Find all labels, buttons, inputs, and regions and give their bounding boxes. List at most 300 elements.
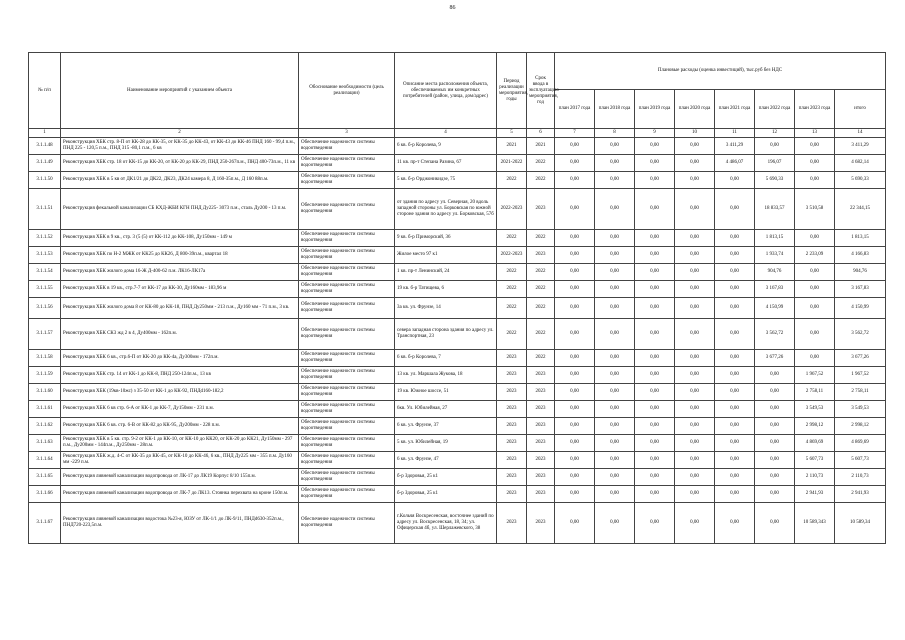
cost-value: 4 869,69 <box>795 435 835 452</box>
cost-value: 3 167,83 <box>755 281 795 298</box>
row-number: 3.1.1.63 <box>29 435 61 452</box>
measure-commission-year: 2023 <box>527 189 555 230</box>
cost-value: 0,00 <box>675 384 715 401</box>
index-cell: 13 <box>795 129 835 138</box>
cost-total: 1 813,15 <box>835 230 886 247</box>
measure-commission-year: 2022 <box>527 350 555 367</box>
measure-reason: Обеспечение надежности системы водоотведения <box>299 401 395 418</box>
cost-value: 0,00 <box>595 384 635 401</box>
cost-value: 0,00 <box>635 189 675 230</box>
measure-commission-year: 2023 <box>527 452 555 469</box>
measure-location: 19 кв. б-р Татищева, 6 <box>395 281 497 298</box>
row-number: 3.1.1.51 <box>29 189 61 230</box>
cost-value: 0,00 <box>675 189 715 230</box>
table-row <box>29 319 886 350</box>
cost-value: 0,00 <box>715 264 755 281</box>
measure-period: 2022-2023 <box>497 247 527 264</box>
cost-value: 0,00 <box>595 319 635 350</box>
cost-value: 0,00 <box>595 350 635 367</box>
cost-value: 0,00 <box>675 486 715 503</box>
cost-value: 0,00 <box>675 138 715 155</box>
measure-commission-year: 2023 <box>527 435 555 452</box>
cost-total: 3 677,26 <box>835 350 886 367</box>
table-row <box>29 418 886 435</box>
measure-reason: Обеспечение надежности системы водоотведения <box>299 469 395 486</box>
measure-reason: Обеспечение надежности системы водоотведения <box>299 189 395 230</box>
cost-total: 10 589,34 <box>835 503 886 544</box>
measure-commission-year: 2023 <box>527 486 555 503</box>
index-cell: 12 <box>755 129 795 138</box>
measure-period: 2022 <box>497 281 527 298</box>
cost-value: 0,00 <box>715 298 755 319</box>
measure-reason: Обеспечение надежности системы водоотведения <box>299 155 395 172</box>
measure-name: Реконструкция ХБК 6 кв стр. 6-А от КК-1 до КК-7, Ду150мм - 231 п.м. <box>61 401 299 418</box>
cost-value: 4 486,07 <box>715 155 755 172</box>
cost-value: 0,00 <box>555 469 595 486</box>
cost-total: 22 344,15 <box>835 189 886 230</box>
cost-value: 0,00 <box>555 384 595 401</box>
row-number: 3.1.1.52 <box>29 230 61 247</box>
cost-value: 0,00 <box>675 418 715 435</box>
measure-location: 6 кв. ул. Фрунзе, 47 <box>395 452 497 469</box>
measure-reason: Обеспечение надежности системы водоотведения <box>299 281 395 298</box>
measure-commission-year: 2023 <box>527 384 555 401</box>
cost-total: 2 758,11 <box>835 384 886 401</box>
cost-value: 1 813,15 <box>755 230 795 247</box>
cost-value: 0,00 <box>635 155 675 172</box>
measure-name: Реконструкция ХБК стр. 14 от КК-1 до КК-8, ПНД 250-124п.м., 13 кв <box>61 367 299 384</box>
cost-value: 0,00 <box>635 384 675 401</box>
cost-value: 0,00 <box>595 418 635 435</box>
cost-value: 0,00 <box>715 435 755 452</box>
cost-value: 0,00 <box>755 452 795 469</box>
row-number: 3.1.1.55 <box>29 281 61 298</box>
cost-value: 0,00 <box>715 350 755 367</box>
row-number: 3.1.1.49 <box>29 155 61 172</box>
table-row <box>29 452 886 469</box>
measure-name: Реконструкция ХБК стр. 18 от КК-15 до КК-20, от КК-20 до КК-29, ПНД 250-267п.м., ПНД 400-73п.м., 11 кв <box>61 155 299 172</box>
header-costs-group: Плановые расходы (оценка инвестиций), тыс.руб без НДС <box>555 53 886 90</box>
index-cell: 14 <box>835 129 886 138</box>
cost-value: 0,00 <box>795 138 835 155</box>
row-number: 3.1.1.48 <box>29 138 61 155</box>
cost-value: 0,00 <box>795 230 835 247</box>
cost-value: 0,00 <box>595 486 635 503</box>
cost-value: 0,00 <box>555 367 595 384</box>
cost-total: 5 607,73 <box>835 452 886 469</box>
cost-value: 0,00 <box>635 247 675 264</box>
cost-value: 2 758,11 <box>795 384 835 401</box>
measure-period: 2023 <box>497 418 527 435</box>
cost-value: 2 941,93 <box>795 486 835 503</box>
table-row <box>29 435 886 452</box>
measure-location: 5 кв. ул. Юбилейная, 19 <box>395 435 497 452</box>
table-row <box>29 155 886 172</box>
cost-value: 0,00 <box>755 384 795 401</box>
measure-period: 2023 <box>497 469 527 486</box>
measure-period: 2023 <box>497 452 527 469</box>
cost-value: 0,00 <box>795 319 835 350</box>
row-number: 3.1.1.64 <box>29 452 61 469</box>
row-number: 3.1.1.56 <box>29 298 61 319</box>
cost-value: 0,00 <box>635 350 675 367</box>
measure-location: 3а кв. ул. Фрунзе, 14 <box>395 298 497 319</box>
cost-value: 0,00 <box>635 138 675 155</box>
cost-value: 0,00 <box>555 486 595 503</box>
measure-location: 13 кв. ул. Маршала Жукова, 18 <box>395 367 497 384</box>
cost-value: 0,00 <box>715 281 755 298</box>
cost-value: 1 967,52 <box>795 367 835 384</box>
cost-value: 0,00 <box>595 155 635 172</box>
cost-value: 0,00 <box>595 503 635 544</box>
cost-value: 0,00 <box>635 298 675 319</box>
row-number: 3.1.1.58 <box>29 350 61 367</box>
measure-reason: Обеспечение надежности системы водоотведения <box>299 264 395 281</box>
cost-value: 0,00 <box>755 486 795 503</box>
measure-commission-year: 2022 <box>527 281 555 298</box>
header-name: Наименование мероприятий с указанием объекта <box>61 53 299 129</box>
cost-value: 196,07 <box>755 155 795 172</box>
measure-period: 2023 <box>497 367 527 384</box>
measure-name: Реконструкция ХБК 6 кв., стр.6-П от КК-20 до КК-4а, Ду300мм - 172п.м. <box>61 350 299 367</box>
cost-value: 0,00 <box>635 452 675 469</box>
cost-value: 0,00 <box>675 319 715 350</box>
cost-value: 0,00 <box>715 367 755 384</box>
row-number: 3.1.1.61 <box>29 401 61 418</box>
measure-name: Реконструкция ливневой канализации водопровода от ЛК-7 до ЛК13. Стоянка перехвата на кроне 150п.м. <box>61 486 299 503</box>
measure-name: Реконструкция ХБК по Н-2 МЖК от КК25 до КК26, Д 800-39п.м., квартал 18 <box>61 247 299 264</box>
measure-location: 1 кв. пр-т Ленинский, 24 <box>395 264 497 281</box>
cost-value: 0,00 <box>635 418 675 435</box>
table-row <box>29 384 886 401</box>
index-cell: 6 <box>527 129 555 138</box>
table-row <box>29 230 886 247</box>
measure-period: 2022 <box>497 319 527 350</box>
cost-value: 0,00 <box>795 172 835 189</box>
cost-value: 0,00 <box>675 503 715 544</box>
table-row <box>29 367 886 384</box>
measure-reason: Обеспечение надежности системы водоотведения <box>299 435 395 452</box>
page-number: 86 <box>449 5 456 11</box>
measure-name: Реконструкция ХБК в 19 кв., стр.7-7 от КК-17 до КК-30, Ду160мм - 183,96 м <box>61 281 299 298</box>
cost-value: 0,00 <box>555 452 595 469</box>
cost-value: 0,00 <box>595 469 635 486</box>
cost-value: 0,00 <box>555 401 595 418</box>
cost-value: 0,00 <box>715 247 755 264</box>
cost-value: 0,00 <box>555 264 595 281</box>
index-cell: 9 <box>635 129 675 138</box>
measure-period: 2023 <box>497 435 527 452</box>
measure-name: Реконструкция ХБК СК3 жд 2 в 4, Ду400мм - 162п.м. <box>61 319 299 350</box>
table-row <box>29 350 886 367</box>
measure-location: 19 кв. Южное шоссе, 51 <box>395 384 497 401</box>
cost-value: 0,00 <box>795 264 835 281</box>
measure-name: Реконструкция ХБК (19кв-10жс) з 35-50 от КК-1 до КК-92, ПНДd160-182,2 <box>61 384 299 401</box>
header-year: план 2021 года <box>715 90 755 129</box>
cost-value: 10 589,343 <box>795 503 835 544</box>
row-number: 3.1.1.66 <box>29 486 61 503</box>
cost-value: 0,00 <box>715 172 755 189</box>
index-cell: 2 <box>61 129 299 138</box>
measure-location: 5 кв. б-р Орджоникидзе, 75 <box>395 172 497 189</box>
cost-value: 0,00 <box>555 298 595 319</box>
cost-value: 0,00 <box>755 503 795 544</box>
header-year: план 2022 года <box>755 90 795 129</box>
cost-value: 0,00 <box>555 247 595 264</box>
cost-value: 0,00 <box>675 401 715 418</box>
table-row <box>29 503 886 544</box>
cost-value: 0,00 <box>715 469 755 486</box>
cost-value: 18 833,57 <box>755 189 795 230</box>
measure-name: Реконструкция ХБК ж.д. 4-С от КК-35 до КК-45, от КК-10 до КК-46, 6 кв., ПНД Ду225 мм - 355 п.м. Ду160 мм -229 п.м. <box>61 452 299 469</box>
measure-reason: Обеспечение надежности системы водоотведения <box>299 384 395 401</box>
table-row <box>29 469 886 486</box>
cost-value: 0,00 <box>595 247 635 264</box>
header-location: Описание места расположения объекта, обеспечиваемых им конкретных потребителей (район, улица, дом/адрес) <box>395 53 497 129</box>
cost-value: 0,00 <box>555 281 595 298</box>
index-cell: 4 <box>395 129 497 138</box>
cost-value: 0,00 <box>595 138 635 155</box>
header-year: план 2018 года <box>595 90 635 129</box>
measure-reason: Обеспечение надежности системы водоотведения <box>299 452 395 469</box>
measure-period: 2023 <box>497 486 527 503</box>
cost-value: 0,00 <box>595 367 635 384</box>
header-commission: Срок ввода в эксплуатацию мероприятия, год <box>527 53 555 129</box>
cost-value: 0,00 <box>675 367 715 384</box>
cost-value: 0,00 <box>635 401 675 418</box>
cost-value: 3 411,29 <box>715 138 755 155</box>
measure-period: 2022 <box>497 298 527 319</box>
cost-value: 0,00 <box>675 281 715 298</box>
measure-commission-year: 2022 <box>527 172 555 189</box>
row-number: 3.1.1.67 <box>29 503 61 544</box>
cost-value: 0,00 <box>715 230 755 247</box>
measure-name: Реконструкция ливневой канализации водопровода от ЛК-17 до ЛК19 Корпус 8/10 155п.м. <box>61 469 299 486</box>
measure-commission-year: 2022 <box>527 319 555 350</box>
cost-total: 4 682,14 <box>835 155 886 172</box>
cost-value: 0,00 <box>675 452 715 469</box>
cost-value: 0,00 <box>675 230 715 247</box>
cost-value: 0,00 <box>595 230 635 247</box>
measure-name: Реконструкция ХБК 6 кв. стр. 6-В от КК-82 до КК-95, Ду200мм - 228 п.м. <box>61 418 299 435</box>
index-cell: 3 <box>299 129 395 138</box>
cost-value: 0,00 <box>715 503 755 544</box>
cost-value: 0,00 <box>675 172 715 189</box>
measure-location: севера западная сторона здания по адресу ул. Транспортная, 23 <box>395 319 497 350</box>
cost-value: 0,00 <box>635 319 675 350</box>
cost-value: 0,00 <box>595 401 635 418</box>
cost-value: 4 150,99 <box>755 298 795 319</box>
table-row <box>29 281 886 298</box>
cost-value: 0,00 <box>635 469 675 486</box>
cost-value: 5 690,33 <box>755 172 795 189</box>
cost-value: 0,00 <box>635 264 675 281</box>
investment-table <box>28 52 886 544</box>
cost-total: 1 967,52 <box>835 367 886 384</box>
measure-location: 11 кв. пр-т Степана Разина, 67 <box>395 155 497 172</box>
header-period: Период реализации мероприятия, годы <box>497 53 527 129</box>
cost-total: 4 166,83 <box>835 247 886 264</box>
cost-value: 0,00 <box>675 435 715 452</box>
cost-total: 904,76 <box>835 264 886 281</box>
measure-reason: Обеспечение надежности системы водоотведения <box>299 319 395 350</box>
index-cell: 1 <box>29 129 61 138</box>
cost-total: 3 167,83 <box>835 281 886 298</box>
row-number: 3.1.1.57 <box>29 319 61 350</box>
cost-total: 3 411,29 <box>835 138 886 155</box>
measure-reason: Обеспечение надежности системы водоотведения <box>299 247 395 264</box>
row-number: 3.1.1.62 <box>29 418 61 435</box>
measure-location: 6 кв. ул. Фрунзе, 37 <box>395 418 497 435</box>
index-cell: 10 <box>675 129 715 138</box>
header-year: план 2023 года <box>795 90 835 129</box>
cost-value: 0,00 <box>755 401 795 418</box>
measure-name: Реконструкция ХБК жилого дома 16-Ж Д-400-62 п.м. ЛК16-ЛК17а <box>61 264 299 281</box>
row-number: 3.1.1.65 <box>29 469 61 486</box>
header-total: итого <box>835 90 886 129</box>
measure-reason: Обеспечение надежности системы водоотведения <box>299 298 395 319</box>
measure-name: Реконструкция ХБК в 9 кв., стр. 3 (5 (5) от КК-112 до КК-108, Ду150мм - 149 м <box>61 230 299 247</box>
measure-location: 9 кв. б-р Приморский, 36 <box>395 230 497 247</box>
measure-name: Реконструкция ХБК в 5 кв. стр. 9-2 от КК-1 до КК-10, от КК-10 до КК20, от КК-20 до КК21, Ду150мм - 297 п.м., Ду200мм - 144п.м., Ду250мм - 28п.м. <box>61 435 299 452</box>
measure-commission-year: 2022 <box>527 230 555 247</box>
index-row <box>29 129 886 138</box>
cost-total: 4 150,99 <box>835 298 886 319</box>
cost-value: 0,00 <box>715 452 755 469</box>
measure-location: б-р Здоровья, 25 к1 <box>395 486 497 503</box>
measure-commission-year: 2023 <box>527 503 555 544</box>
measure-reason: Обеспечение надежности системы водоотведения <box>299 230 395 247</box>
cost-value: 3 677,26 <box>755 350 795 367</box>
cost-value: 0,00 <box>635 435 675 452</box>
measure-period: 2022-2023 <box>497 189 527 230</box>
cost-value: 3 562,72 <box>755 319 795 350</box>
cost-value: 0,00 <box>715 486 755 503</box>
measure-location: от здания по адресу ул. Северная, 20 вдоль западной стороны ул. Борковская по южной стороне здания по адресу ул. Борковская, 57б <box>395 189 497 230</box>
cost-value: 2 233,09 <box>795 247 835 264</box>
header-year: план 2019 года <box>635 90 675 129</box>
measure-period: 2022 <box>497 230 527 247</box>
measure-period: 2022 <box>497 172 527 189</box>
header-year: план 2017 года <box>555 90 595 129</box>
measure-reason: Обеспечение надежности системы водоотведения <box>299 350 395 367</box>
cost-value: 0,00 <box>795 298 835 319</box>
cost-value: 0,00 <box>635 486 675 503</box>
cost-value: 0,00 <box>555 155 595 172</box>
cost-value: 5 607,73 <box>795 452 835 469</box>
cost-value: 0,00 <box>755 418 795 435</box>
cost-value: 0,00 <box>635 172 675 189</box>
cost-value: 3 510,58 <box>795 189 835 230</box>
cost-value: 0,00 <box>555 138 595 155</box>
row-number: 3.1.1.50 <box>29 172 61 189</box>
cost-value: 0,00 <box>635 230 675 247</box>
cost-total: 2 110,73 <box>835 469 886 486</box>
cost-value: 0,00 <box>595 281 635 298</box>
cost-value: 0,00 <box>555 418 595 435</box>
cost-value: 0,00 <box>755 469 795 486</box>
cost-value: 0,00 <box>715 319 755 350</box>
measure-location: 6 кв. б-р Королева, 7 <box>395 350 497 367</box>
measure-name: Реконструкция фекальной канализации СБ КХД-ЖБИ КГН ПНД Ду225- 3073 п.м., сталь Ду200 - 13 п.м. <box>61 189 299 230</box>
cost-value: 0,00 <box>795 281 835 298</box>
cost-value: 0,00 <box>595 264 635 281</box>
index-cell: 11 <box>715 129 755 138</box>
cost-value: 0,00 <box>595 452 635 469</box>
cost-value: 0,00 <box>675 469 715 486</box>
cost-total: 2 998,12 <box>835 418 886 435</box>
row-number: 3.1.1.53 <box>29 247 61 264</box>
table-row <box>29 189 886 230</box>
table-row <box>29 486 886 503</box>
cost-value: 0,00 <box>555 230 595 247</box>
cost-value: 0,00 <box>595 189 635 230</box>
measure-period: 2021 <box>497 138 527 155</box>
cost-value: 3 549,53 <box>795 401 835 418</box>
measure-location: 6кв. Ул. Юбилейная, 27 <box>395 401 497 418</box>
measure-location: 6 кв. б-р Королева, 9 <box>395 138 497 155</box>
measure-location: Жилое место 97 к1 <box>395 247 497 264</box>
cost-value: 0,00 <box>675 247 715 264</box>
measure-name: Реконструкция ХБК стр. 8-П от КК-28 до КК-35, от КК-35 до КК-43, от КК-43 до КК-46 ПНД 160 - 99,4 п.м., ПНД 225 - 120,5 п.м., ПНД 315 -80,1 п.м., 6 кв <box>61 138 299 155</box>
row-number: 3.1.1.59 <box>29 367 61 384</box>
table-row <box>29 247 886 264</box>
cost-value: 0,00 <box>715 189 755 230</box>
cost-value: 0,00 <box>715 401 755 418</box>
header-reason: Обоснование необходимости (цель реализации) <box>299 53 395 129</box>
measure-reason: Обеспечение надежности системы водоотведения <box>299 418 395 435</box>
table-row <box>29 138 886 155</box>
cost-value: 0,00 <box>755 138 795 155</box>
cost-value: 0,00 <box>795 155 835 172</box>
measure-commission-year: 2022 <box>527 264 555 281</box>
cost-value: 0,00 <box>675 350 715 367</box>
measure-commission-year: 2023 <box>527 367 555 384</box>
measure-period: 2023 <box>497 401 527 418</box>
cost-value: 0,00 <box>795 350 835 367</box>
measure-name: Реконструкция ливневой канализации водостока №23-я, ЮЗУ от ЛК-1/1 до ЛК-9/11, ПНДd630-352п.м., ПНД720-223,5п.м. <box>61 503 299 544</box>
cost-value: 0,00 <box>635 367 675 384</box>
table-row <box>29 172 886 189</box>
header-number: № п/п <box>29 53 61 129</box>
row-number: 3.1.1.54 <box>29 264 61 281</box>
cost-value: 0,00 <box>715 418 755 435</box>
measure-reason: Обеспечение надежности системы водоотведения <box>299 503 395 544</box>
index-cell: 8 <box>595 129 635 138</box>
row-number: 3.1.1.60 <box>29 384 61 401</box>
cost-value: 0,00 <box>555 319 595 350</box>
cost-value: 0,00 <box>715 384 755 401</box>
measure-location: б-р Здоровья, 25 к1 <box>395 469 497 486</box>
measure-period: 2022 <box>497 264 527 281</box>
measure-commission-year: 2023 <box>527 401 555 418</box>
measure-period: 2023 <box>497 503 527 544</box>
cost-value: 0,00 <box>755 367 795 384</box>
measure-location: г.Кольчя Воскресенская, восточнее зданий по адресу ул. Воскресенская, 18, 34; ул. Офицерская 4б, ул. Шерлажевского, 38 <box>395 503 497 544</box>
cost-value: 0,00 <box>675 264 715 281</box>
measure-period: 2021-2022 <box>497 155 527 172</box>
measure-commission-year: 2022 <box>527 298 555 319</box>
cost-value: 0,00 <box>595 298 635 319</box>
measure-reason: Обеспечение надежности системы водоотведения <box>299 367 395 384</box>
cost-value: 904,76 <box>755 264 795 281</box>
header-year: план 2020 года <box>675 90 715 129</box>
measure-name: Реконструкция ХБК в 5 кв от ДК1/21 до ДК22, ДК23, ДК24 камера 8, Д 160-35п.м., Д 160 88п.м. <box>61 172 299 189</box>
cost-total: 2 941,93 <box>835 486 886 503</box>
cost-value: 2 110,73 <box>795 469 835 486</box>
cost-value: 0,00 <box>675 298 715 319</box>
cost-value: 0,00 <box>555 172 595 189</box>
